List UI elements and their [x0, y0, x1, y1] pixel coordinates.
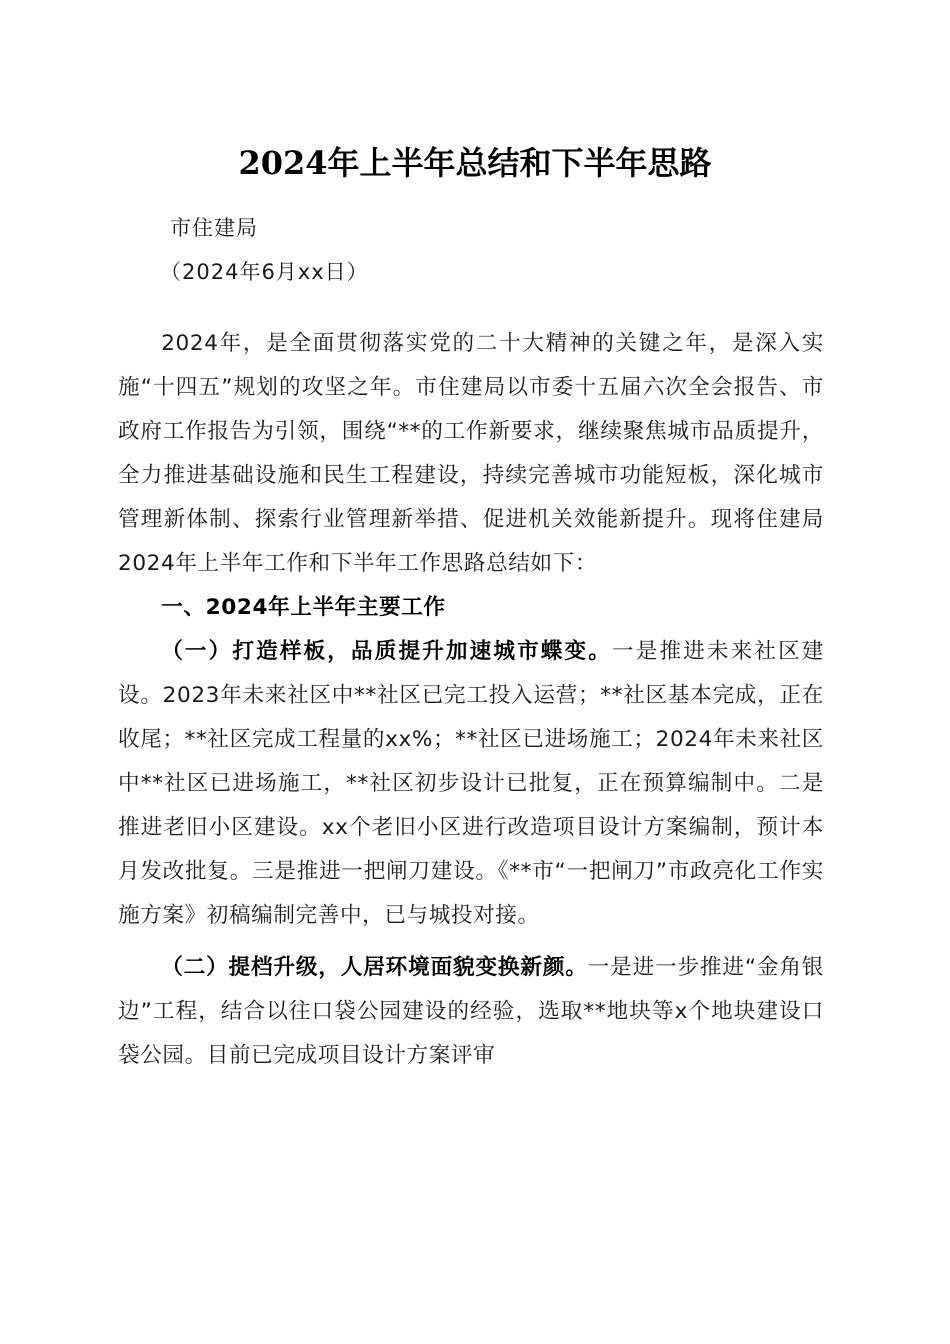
- subheading-2: （二）提档升级，人居环境面貌变换新颜。: [161, 955, 588, 980]
- paragraph-gap: [118, 938, 824, 946]
- item-2-text: 一是进一步推进“金角银边”工程，结合以往口袋公园建设的经验，选取**地块等x个地块建设口袋公园。目前已完成项目设计方案评审: [118, 955, 824, 1068]
- subheading-1: （一）打造样板，品质提升加速城市蝶变。: [161, 639, 612, 664]
- document-date: （2024年6月xx日）: [160, 260, 369, 284]
- item-1-text: 一是推进未来社区建设。2023年未来社区中**社区已完工投入运营；**社区基本完成，正在收尾；**社区完成工程量的xx%；**社区已进场施工；2024年未来社区中**社区已进场施工，**社区初步设计已批复，正在预算编制中。二是推进老旧小区建设。xx个老旧小区进行改造项目设计方案编制，预计本月发改批复。三是推进一把闸刀建设。《**市“一把闸刀”市政亮化工作实施方案》初稿编制完善中，已与城投对接。: [118, 639, 825, 928]
- section-item-1: [118, 630, 824, 938]
- section-heading: 一、2024年上半年主要工作: [161, 595, 446, 620]
- document-author: 市住建局: [170, 216, 258, 240]
- intro-paragraph: 2024年，是全面贯彻落实党的二十大精神的关键之年，是深入实施“十四五”规划的攻坚之年。市住建局以市委十五届六次全会报告、市政府工作报告为引领，围绕“**的工作新要求，继续聚焦城市品质提升，全力推进基础设施和民生工程建设，持续完善城市功能短板，深化城市管理新体制、探索行业管理新举措、促进机关效能新提升。现将住建局2024年上半年工作和下半年工作思路总结如下：: [118, 331, 824, 576]
- document-title: 2024年上半年总结和下半年思路: [238, 144, 712, 182]
- document-body: [118, 322, 824, 1078]
- section-item-2: [118, 946, 824, 1078]
